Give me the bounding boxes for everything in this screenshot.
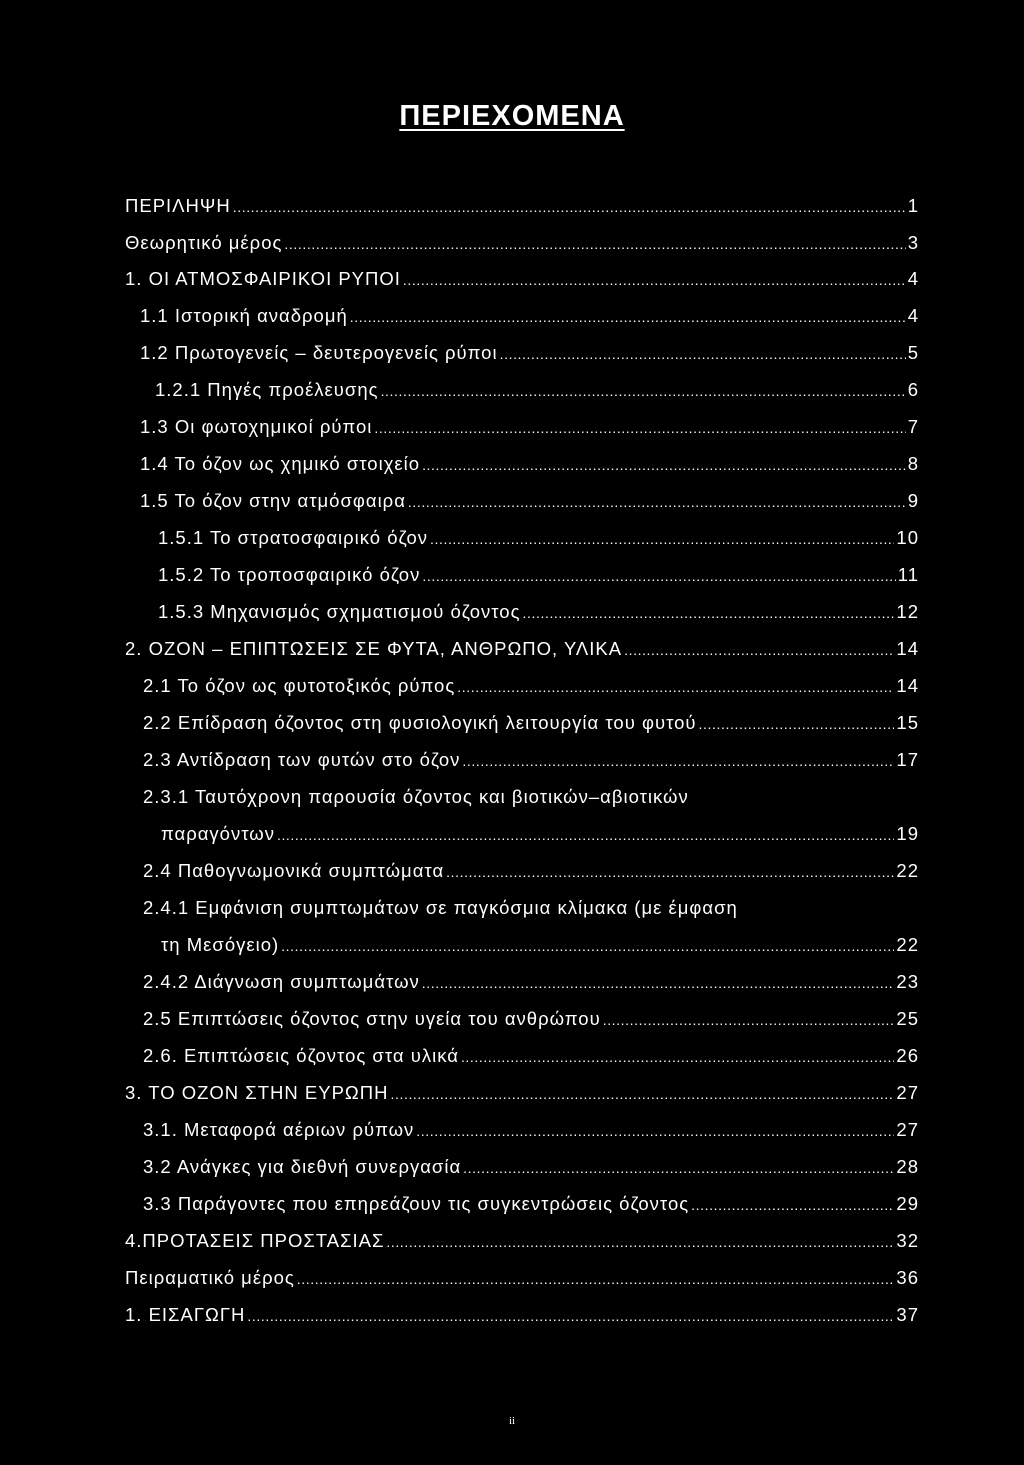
toc-entry-page: 28	[896, 1156, 919, 1177]
toc-entry	[125, 1230, 919, 1252]
toc-entry-page: 27	[896, 1119, 919, 1140]
toc-entry-page: 9	[907, 490, 919, 511]
toc-entry-label: 2.4.1 Εμφάνιση συμπτωμάτων σε παγκόσμια κλίμακα (με έμφαση	[143, 897, 738, 918]
dot-leader	[281, 938, 894, 954]
toc-entry	[140, 305, 919, 327]
toc-entry-page: 7	[907, 416, 919, 437]
page-title: ΠΕΡΙΕΧΟΜΕΝΑ	[399, 100, 625, 132]
dot-leader	[233, 199, 906, 215]
dot-leader	[699, 716, 895, 732]
toc-entry-page: 27	[896, 1082, 919, 1103]
toc-entry-label: 1. ΕΙΣΑΓΩΓΗ	[125, 1304, 246, 1325]
toc-entry-label: 1.5.3 Μηχανισμός σχηματισμού όζοντος	[158, 601, 521, 622]
toc-entry-label: 1.5.1 Το στρατοσφαιρικό όζον	[158, 527, 428, 548]
toc-entry-label: 1.5 Το όζον στην ατμόσφαιρα	[140, 490, 406, 511]
toc-entry	[158, 564, 919, 586]
toc-entry-page: 22	[896, 860, 919, 881]
toc-entry	[158, 601, 919, 623]
toc-entry	[158, 527, 919, 549]
page-number: ii	[508, 1415, 516, 1427]
toc-entry	[161, 934, 919, 956]
toc-entry	[125, 638, 919, 660]
toc-entry-page: 32	[896, 1230, 919, 1251]
toc-entry-page: 25	[896, 1008, 919, 1029]
toc-entry-page: 19	[896, 823, 919, 844]
toc-entry-label: 3.3 Παράγοντες που επηρεάζουν τις συγκεντρώσεις όζοντος	[143, 1193, 690, 1214]
toc-entry-label: Πειραματικό μέρος	[125, 1267, 295, 1288]
dot-leader	[297, 1271, 895, 1287]
toc-entry-label: ΠΕΡΙΛΗΨΗ	[125, 195, 231, 216]
toc-entry-page: 11	[897, 564, 919, 585]
dot-leader	[416, 1123, 894, 1139]
dot-leader	[247, 1308, 894, 1324]
dot-leader	[457, 679, 894, 695]
dot-leader	[462, 753, 894, 769]
toc-entry-page: 8	[907, 453, 919, 474]
dot-leader	[422, 975, 895, 991]
dot-leader	[408, 494, 906, 510]
toc-entry	[125, 195, 919, 217]
toc-entry	[143, 1193, 919, 1215]
toc-entry	[143, 712, 919, 734]
toc-entry	[125, 1267, 919, 1289]
toc-entry-page: 17	[896, 749, 919, 770]
dot-leader	[422, 457, 906, 473]
toc-entry-label: 2.5 Επιπτώσεις όζοντος στην υγεία του ανθρώπου	[143, 1008, 601, 1029]
toc-entry	[143, 1156, 919, 1178]
toc-entry-page: 6	[907, 379, 919, 400]
toc-entry-label: 3. ΤΟ ΟΖΟΝ ΣΤΗΝ ΕΥΡΩΠΗ	[125, 1082, 389, 1103]
toc-entry-label: 1.2 Πρωτογενείς – δευτερογενείς ρύποι	[140, 342, 498, 363]
toc-entry	[140, 490, 919, 512]
toc-entry-page: 22	[896, 934, 919, 955]
toc-entry	[143, 675, 919, 697]
toc-entry	[155, 379, 919, 401]
toc-entry-label: 2.2 Επίδραση όζοντος στη φυσιολογική λειτουργία του φυτού	[143, 712, 697, 733]
dot-leader	[284, 236, 905, 252]
toc-entry-label: παραγόντων	[161, 823, 275, 844]
toc-entry	[125, 232, 919, 254]
toc-entry	[143, 1045, 919, 1067]
toc-entry	[143, 860, 919, 882]
dot-leader	[691, 1197, 894, 1213]
toc-entry-label: 2.4 Παθογνωμονικά συμπτώματα	[143, 860, 445, 881]
dot-leader	[523, 605, 895, 621]
dot-leader	[374, 420, 905, 436]
toc-entry-label: 2.1 Το όζον ως φυτοτοξικός ρύπος	[143, 675, 456, 696]
toc-entry-page: 14	[896, 675, 919, 696]
dot-leader	[277, 827, 894, 843]
toc-entry-label: 2.4.2 Διάγνωση συμπτωμάτων	[143, 971, 420, 992]
dot-leader	[381, 383, 906, 399]
toc-entry-page: 5	[907, 342, 919, 363]
toc-entry	[125, 1082, 919, 1104]
toc-entry	[143, 1119, 919, 1141]
toc-entry-label: 2.6. Επιπτώσεις όζοντος στα υλικά	[143, 1045, 459, 1066]
toc-entry-label: 2.3 Αντίδραση των φυτών στο όζον	[143, 749, 461, 770]
toc-entry-label: 2. ΟΖΟΝ – ΕΠΙΠΤΩΣΕΙΣ ΣΕ ΦΥΤΑ, ΑΝΘΡΩΠΟ, ΥΛΙΚΑ	[125, 638, 623, 659]
dot-leader	[500, 346, 906, 362]
toc-entry	[140, 342, 919, 364]
toc-entry-page: 15	[896, 712, 919, 733]
toc-entry-page: 1	[907, 195, 919, 216]
toc-entry-label: 4.ΠΡΟΤΑΣΕΙΣ ΠΡΟΣΤΑΣΙΑΣ	[125, 1230, 385, 1251]
toc-entry-page: 10	[896, 527, 919, 548]
toc-entry	[143, 1008, 919, 1030]
toc-entry-page: 29	[896, 1193, 919, 1214]
toc-entry	[143, 749, 919, 771]
toc-entry-page: 26	[896, 1045, 919, 1066]
toc-entry-page: 14	[896, 638, 919, 659]
dot-leader	[624, 642, 894, 658]
dot-leader	[403, 272, 906, 288]
toc-entry-label: 1.4 Το όζον ως χημικό στοιχείο	[140, 453, 421, 474]
toc-entry	[140, 416, 919, 438]
dot-leader	[390, 1086, 894, 1102]
dot-leader	[461, 1049, 894, 1065]
toc-entry-page: 4	[907, 268, 919, 289]
toc-entry-page: 23	[896, 971, 919, 992]
toc-entry-page: 3	[907, 232, 919, 253]
toc-entry-label: 1. ΟΙ ΑΤΜΟΣΦΑΙΡΙΚΟΙ ΡΥΠΟΙ	[125, 268, 401, 289]
toc-entry-label: 1.1 Ιστορική αναδρομή	[140, 305, 348, 326]
toc-entry-label: Θεωρητικό μέρος	[125, 232, 283, 253]
dot-leader	[350, 309, 906, 325]
dot-leader	[430, 531, 894, 547]
toc-entry-label: 3.2 Ανάγκες για διεθνή συνεργασία	[143, 1156, 462, 1177]
toc-entry-page: 4	[907, 305, 919, 326]
toc-entry-label: τη Μεσόγειο)	[161, 934, 280, 955]
toc-entry-label: 1.3 Οι φωτοχημικοί ρύποι	[140, 416, 373, 437]
toc-entry-label: 1.2.1 Πηγές προέλευσης	[155, 379, 379, 400]
dot-leader	[603, 1012, 895, 1028]
toc-entry-label: 2.3.1 Ταυτόχρονη παρουσία όζοντος και βιοτικών–αβιοτικών	[143, 786, 689, 807]
dot-leader	[386, 1234, 894, 1250]
dot-leader	[422, 568, 895, 584]
toc-entry-label: 3.1. Μεταφορά αέριων ρύπων	[143, 1119, 415, 1140]
toc-entry	[125, 1304, 919, 1326]
toc-entry	[161, 823, 919, 845]
toc-entry	[140, 453, 919, 475]
toc-entry-page: 36	[896, 1267, 919, 1288]
toc-entry-page: 37	[896, 1304, 919, 1325]
toc-entry-label: 1.5.2 Το τροποσφαιρικό όζον	[158, 564, 421, 585]
toc-entry	[125, 268, 919, 290]
dot-leader	[446, 864, 894, 880]
toc-entry-page: 12	[896, 601, 919, 622]
toc-entry	[143, 971, 919, 993]
dot-leader	[463, 1160, 894, 1176]
